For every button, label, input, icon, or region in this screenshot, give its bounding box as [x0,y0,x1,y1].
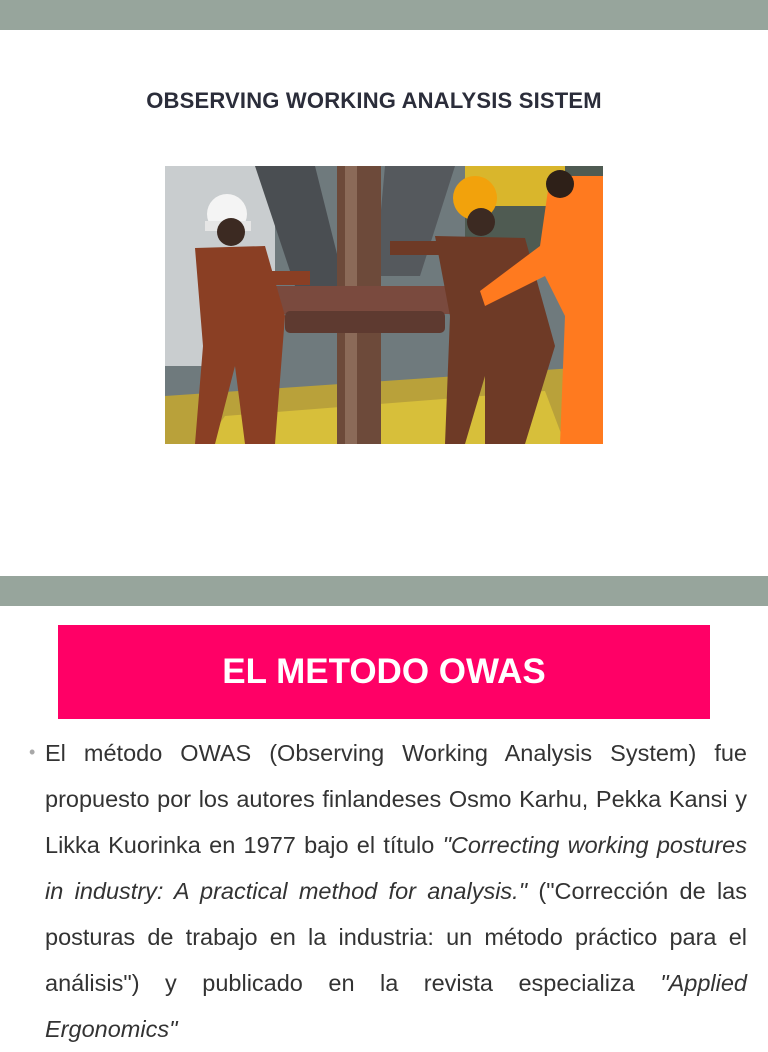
paragraph-text-2: ("Corrección de las posturas de trabajo en la industria: un método práctico para el análisis") y publicado en la revista especializa [45,878,747,996]
slide-1 [0,30,768,576]
paragraph-text-1: El método OWAS (Observing Working Analysis System) fue propuesto por los autores finlandeses Osmo Karhu, Pekka Kansi y Likka Kuorinka en 1977 bajo el título [45,740,747,858]
section-heading: EL METODO OWAS [222,652,546,691]
top-divider-band [0,0,768,30]
paragraph-journal-name: "Applied Ergonomics" [45,970,747,1042]
section-heading-banner [58,625,710,719]
bullet-dot-icon: • [29,742,36,762]
oil-rig-workers-photo [165,166,603,444]
slide-title: OBSERVING WORKING ANALYSIS SISTEM [146,88,602,113]
bullet-paragraph [45,730,747,1052]
paragraph-english-title: "Correcting working postures in industry: A practical method for analysis." [45,832,747,904]
middle-divider-band [0,576,768,606]
slide-2 [0,606,768,1042]
